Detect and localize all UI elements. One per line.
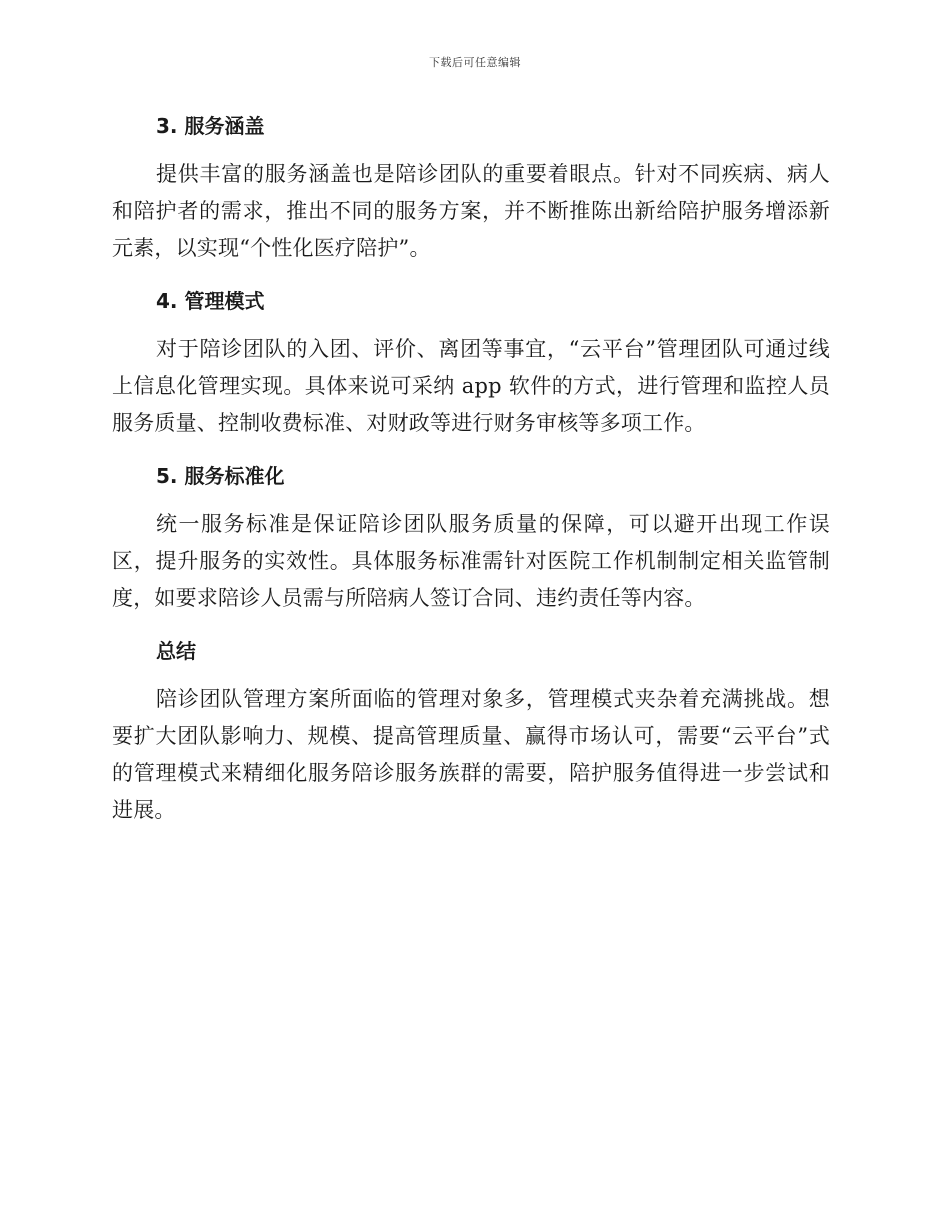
section-service-coverage [112, 106, 830, 267]
section-summary [112, 631, 830, 829]
section-paragraph: 提供丰富的服务涵盖也是陪诊团队的重要着眼点。针对不同疾病、病人和陪护者的需求，推出不同的服务方案，并不断推陈出新给陪护服务增添新元素，以实现“个性化医疗陪护”。 [112, 162, 830, 260]
section-service-standardization [112, 456, 830, 617]
section-paragraph: 统一服务标准是保证陪诊团队服务质量的保障，可以避开出现工作误区，提升服务的实效性。具体服务标准需针对医院工作机制制定相关监管制度，如要求陪诊人员需与所陪病人签订合同、违约责任等内容。 [112, 512, 830, 610]
section-paragraph: 对于陪诊团队的入团、评价、离团等事宜，“云平台”管理团队可通过线上信息化管理实现。具体来说可采纳 app 软件的方式，进行管理和监控人员服务质量、控制收费标准、对财政等进行财务审核等多项工作。 [112, 337, 830, 435]
document-body [112, 106, 830, 843]
section-paragraph: 陪诊团队管理方案所面临的管理对象多，管理模式夹杂着充满挑战。想要扩大团队影响力、规模、提高管理质量、赢得市场认可，需要“云平台”式的管理模式来精细化服务陪诊服务族群的需要，陪护服务值得进一步尝试和进展。 [112, 687, 830, 822]
section-management-mode [112, 281, 830, 442]
page-header: 下载后可任意编辑 [429, 56, 521, 69]
section-heading: 5. 服务标准化 [156, 464, 285, 488]
section-heading: 3. 服务涵盖 [156, 114, 265, 138]
section-heading: 4. 管理模式 [156, 289, 265, 313]
section-heading: 总结 [156, 639, 196, 663]
